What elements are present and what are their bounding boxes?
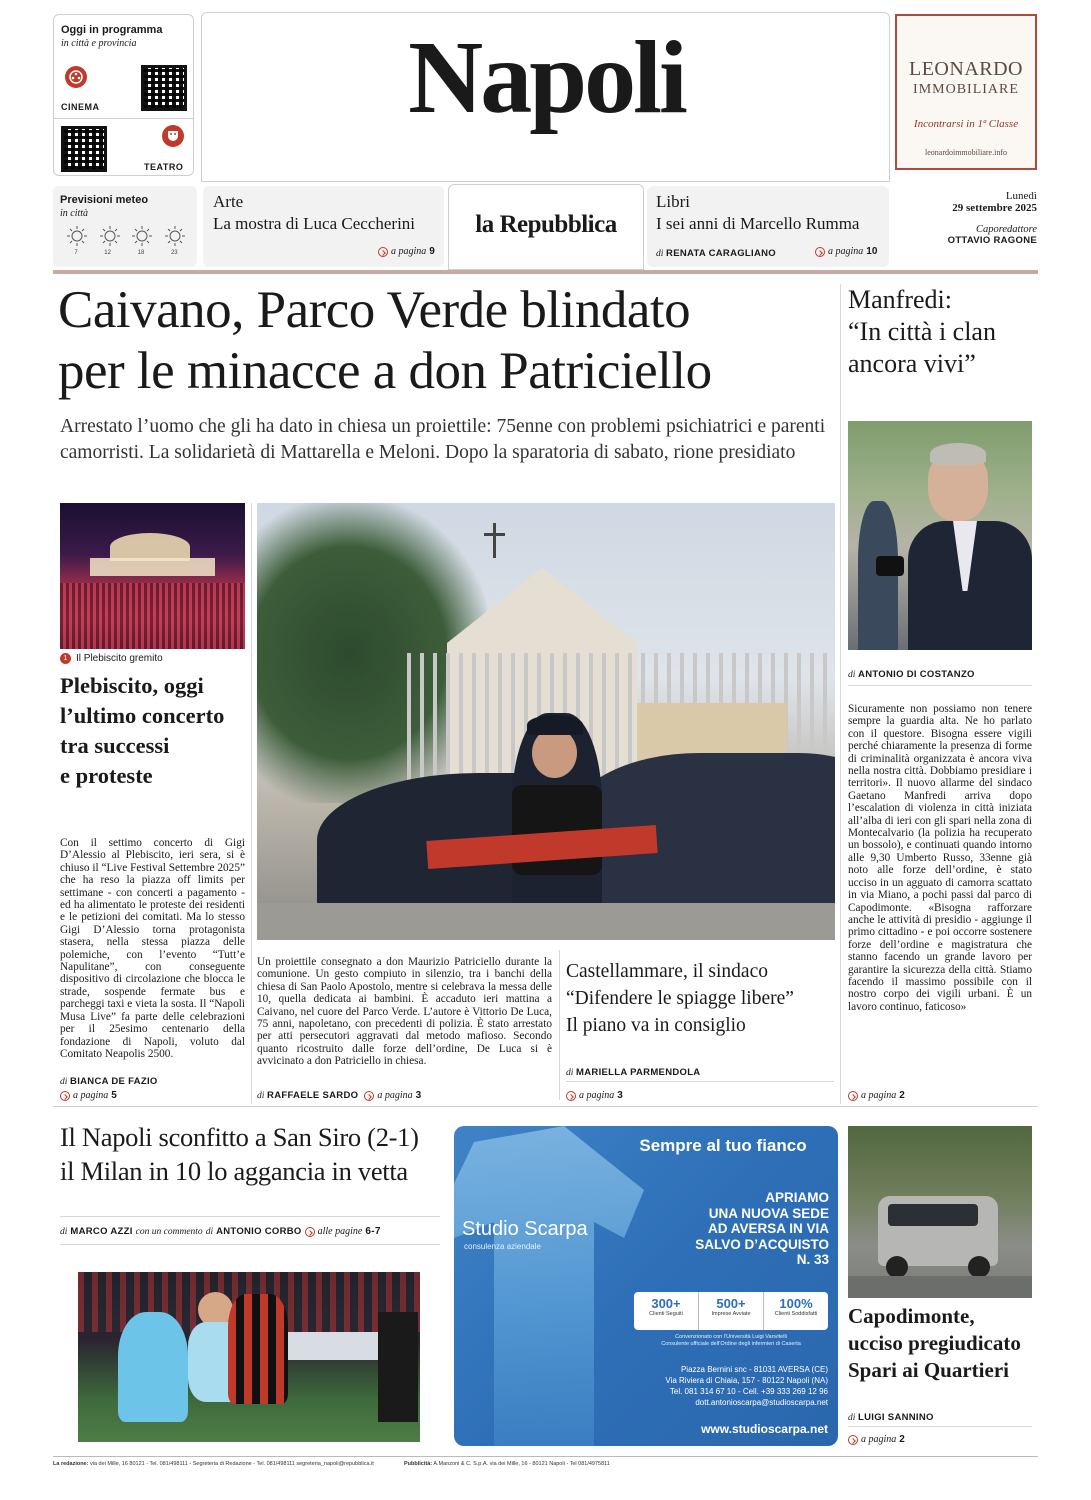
masthead-title: Napoli (408, 20, 685, 135)
capodimonte-headline[interactable]: Capodimonte, ucciso pregiudicato Spari ai Quartieri (848, 1304, 1021, 1382)
lead-page-ref[interactable]: a pagina 3 (364, 1090, 421, 1101)
cinema-icon[interactable] (65, 66, 87, 88)
arrow-icon (364, 1091, 374, 1101)
castellammare-page-ref[interactable]: a pagina 3 (566, 1090, 623, 1101)
plebiscito-headline[interactable]: Plebiscito, oggi l’ultimo concerto tra successi e proteste (60, 673, 225, 788)
arrow-icon (378, 247, 388, 257)
footer-pubblicita: Pubblicità: A.Manzoni & C. S.p.A. via dei Mille, 16 - 80121 Napoli - Tel 081/4975811 (404, 1461, 610, 1467)
arrow-icon (848, 1091, 858, 1101)
teatro-icon[interactable] (162, 125, 184, 147)
ad-top-line: Sempre al tuo fianco (639, 1136, 807, 1155)
arrow-icon (566, 1091, 576, 1101)
libri-title[interactable]: I sei anni di Marcello Rumma (656, 214, 860, 233)
ad-stats: 300+ Clienti Seguiti 500+ Imprese Avviate 100% Clienti Soddisfatti (634, 1292, 828, 1330)
programma-subtitle: in città e provincia (61, 38, 137, 49)
day-label: Lunedì (1005, 190, 1037, 202)
arte-page-ref[interactable]: a pagina 9 (378, 246, 435, 257)
castellammare-headline[interactable]: Castellammare, il sindaco “Difendere le spiagge libere” Il piano va in consiglio (566, 961, 794, 1036)
meteo-hour: 18 (137, 250, 145, 256)
napoli-calcio-byline: di MARCO AZZI con un commento di ANTONIO CORBO alle pagine 6-7 (60, 1226, 381, 1237)
libri-box[interactable] (647, 186, 889, 267)
leonardo-site: leonardoimmobiliare.info (925, 148, 1007, 157)
programma-title: Oggi in programma (61, 24, 163, 36)
plebiscito-page-ref[interactable]: a pagina 5 (60, 1090, 117, 1101)
plebiscito-photo (60, 503, 245, 649)
napoli-milan-photo (78, 1272, 420, 1442)
plebiscito-caption: 1 Il Plebiscito gremito (60, 653, 163, 664)
meteo-subtitle: in città (60, 208, 89, 219)
leonardo-name: LEONARDO (909, 58, 1023, 80)
ad-brand-sub: consulenza aziendale (464, 1242, 541, 1251)
leonardo-tagline: Incontrarsi in 1ª Classe (913, 118, 1019, 130)
libri-page-ref[interactable]: a pagina 10 (815, 246, 877, 257)
programma-box (53, 14, 194, 176)
napoli-calcio-page-ref[interactable]: alle pagine 6-7 (305, 1226, 381, 1237)
lead-headline[interactable]: Caivano, Parco Verde blindato per le minacce a don Patriciello (58, 281, 712, 400)
manfredi-body: Sicuramente non possiamo non tenere sempre la guardia alta. Ne ho parlato con il questore. Bisogna essere vigili perché chiaramente la presenza di forme di criminalità organizzata è ancora viva nella nostra città. Dobbiamo presidiare i territori». Il nuovo allarme del sindaco Gaetano Manfredi arriva dopo l’escalation di violenza in città iniziata all’alba di ieri con gli spari nella zona di Montecalvario (la polizia ha recuperato un bossolo), e continuati quando intorno alle 9,30 Umberto Russo, 33enne già noto alle forze dell’ordine, è stato ucciso in un agguato di camorra scattato in via Miano, a pochi passi dal parco di Capodimonte. «Bisogna rafforzare anche le attività di presidio - aggiunge il primo cittadino - e poi occorre sostenere forze dell’ordine e magistratura che stanno facendo un grande lavoro per garantire la sicurezza della città. Stiamo facendo il massimo possibile con il nostro corpo dei vigili urbani. È un lavoro continuo, faticoso» (848, 703, 1032, 1013)
arte-box[interactable] (203, 186, 444, 267)
header-divider (53, 270, 1038, 274)
lead-body: Un proiettile consegnato a don Maurizio Patriciello durante la comunione. Un gesto compiuto in silenzio, tra i banchi della chiesa di San Paolo Apostolo, mentre si celebrava la messa delle 10, quella dedicata ai bambini. È accaduto ieri mattina a Caivano, nel cuore del Parco Verde. L’autore è Vittorio De Luca, 75 anni, napoletano, con precedenti di polizia. È stato arrestato per atti persecutori aggravati dal metodo mafioso. Secondo quanto ricostruito dalle forze dell’ordine, De Luca si è avvicinato a don Patriciello in chiesa. (257, 956, 552, 1068)
editor-name: OTTAVIO RAGONE (947, 235, 1037, 246)
leonardo-sub: IMMOBILIARE (913, 82, 1019, 97)
ad-brand: Studio Scarpa (462, 1218, 588, 1240)
sun-icon (130, 224, 154, 248)
sun-icon (163, 224, 187, 248)
ad-website[interactable]: www.studioscarpa.net (701, 1422, 828, 1436)
meteo-box (53, 186, 197, 267)
repubblica-box (448, 184, 644, 270)
meteo-hour: 12 (104, 250, 111, 256)
plebiscito-byline: di BIANCA DE FAZIO (60, 1076, 158, 1087)
capodimonte-byline: di LUIGI SANNINO (848, 1412, 934, 1423)
libri-section: Libri (656, 192, 690, 211)
meteo-hour: 23 (170, 250, 178, 256)
libri-byline: di RENATA CARAGLIANO (656, 248, 776, 259)
napoli-calcio-headline[interactable]: Il Napoli sconfitto a San Siro (2-1) il Milan in 10 lo aggancia in vetta (60, 1122, 419, 1186)
teatro-label[interactable]: TEATRO (144, 162, 184, 172)
meteo-title: Previsioni meteo (60, 194, 149, 206)
lead-subhead: Arrestato l’uomo che gli ha dato in chiesa un proiettile: 75enne con problemi psichiatrici e parenti camorristi. La solidarietà di Mattarella e Meloni. Dopo la sparatoria di sabato, rione presidiato (60, 416, 826, 463)
editor-label: Caporedattore (975, 224, 1037, 235)
manfredi-photo (848, 421, 1032, 650)
lead-byline: di RAFFAELE SARDO a pagina 3 (257, 1090, 422, 1101)
meteo-hour: 7 (74, 250, 78, 256)
arrow-icon (848, 1435, 858, 1445)
arte-title[interactable]: La mostra di Luca Ceccherini (213, 214, 416, 233)
lead-photo (257, 503, 835, 940)
date-label: 29 settembre 2025 (952, 202, 1037, 214)
studio-scarpa-ad[interactable] (454, 1126, 838, 1446)
manfredi-page-ref[interactable]: a pagina 2 (848, 1090, 905, 1101)
teatro-qr-icon[interactable] (61, 126, 107, 172)
masthead-box (201, 12, 890, 182)
castellammare-byline: di MARIELLA PARMENDOLA (566, 1067, 701, 1078)
arrow-icon (60, 1091, 70, 1101)
footer-redazione: La redazione: via dei Mille, 16 80121 - Tel. 081/498111 - Segreteria di Redazione - Tel. 081/498111 segreteria_napoli@repubblica.it (53, 1461, 374, 1467)
capodimonte-photo (848, 1126, 1032, 1298)
manfredi-headline[interactable]: Manfredi: “In città i clan ancora vivi” (848, 285, 996, 378)
ad-conv: Convenzionato con l’Università Luigi Vanvitelli Consulente ufficiale dell’Ordine degli infermieri di Caserta (661, 1334, 801, 1347)
sun-icon (65, 224, 89, 248)
sun-icon (98, 224, 122, 248)
date-box (895, 190, 1037, 266)
repubblica-logo: la Repubblica (475, 211, 617, 238)
arrow-icon (815, 247, 825, 257)
manfredi-byline: di ANTONIO DI COSTANZO (848, 669, 975, 680)
capodimonte-page-ref[interactable]: a pagina 2 (848, 1434, 905, 1445)
arrow-icon (305, 1227, 315, 1237)
leonardo-ad[interactable] (895, 14, 1037, 170)
ad-contacts: Piazza Bernini snc - 81031 AVERSA (CE) Via Riviera di Chiaia, 157 - 80122 Napoli (NA) Tel. 081 314 67 10 - Cell. +39 333 269 12 96 dott.antonioscarpa@studioscarpa.net (665, 1365, 828, 1407)
cinema-qr-icon[interactable] (141, 65, 187, 111)
ad-announce: APRIAMO UNA NUOVA SEDE AD AVERSA IN VIA SALVO D’ACQUISTO N. 33 (695, 1190, 829, 1267)
cinema-label[interactable]: CINEMA (61, 102, 100, 112)
plebiscito-body: Con il settimo concerto di Gigi D’Alessio al Plebiscito, ieri sera, si è chiuso il “Live Festival Settembre 2025” che ha reso la piazza off limits per settimane - con concerti a pagamento - ed ha alimentato le proteste dei residenti e le petizioni dei comitati. Ma lo stesso Gigi D’Alessio torna protagonista stasera, nella stessa piazza delle polemiche, con l’evento “Tutt’e Napulitane”, con conseguente dispositivo di circolazione che blocca le strade, sospende fermate bus e parcheggi taxi e vieta la sosta. Il “Napoli Musa Live” fa parte delle celebrazioni per il 25esimo centenario della fondazione di Napoli, voluto dal Comitato Neapolis 2500. (60, 837, 245, 1060)
arte-section: Arte (213, 192, 244, 211)
